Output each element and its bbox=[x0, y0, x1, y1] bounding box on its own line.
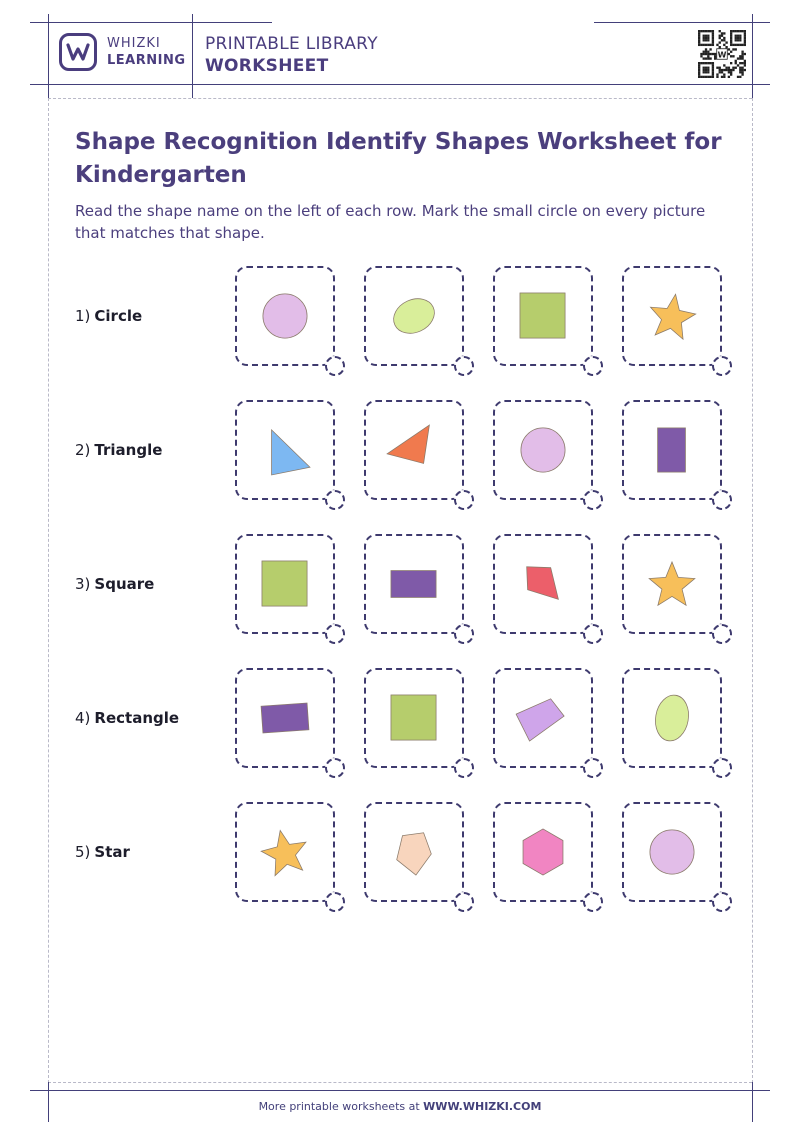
brand-name-line2: LEARNING bbox=[107, 53, 186, 68]
row-shape-name: Star bbox=[94, 843, 130, 861]
answer-circle[interactable] bbox=[712, 758, 732, 778]
shape-card bbox=[235, 266, 335, 366]
shape-picture bbox=[366, 804, 462, 900]
shape-picture bbox=[624, 402, 720, 498]
header-title-line2: WORKSHEET bbox=[205, 56, 329, 76]
answer-circle[interactable] bbox=[454, 758, 474, 778]
answer-circle[interactable] bbox=[712, 892, 732, 912]
shape-picture bbox=[366, 670, 462, 766]
shape-picture bbox=[237, 804, 333, 900]
row-label bbox=[75, 441, 162, 459]
answer-circle[interactable] bbox=[583, 356, 603, 376]
square-shape bbox=[520, 293, 565, 338]
page-border-right bbox=[752, 98, 753, 1088]
row-label bbox=[75, 843, 130, 861]
header-bottom-line bbox=[30, 84, 770, 85]
answer-circle[interactable] bbox=[325, 758, 345, 778]
shape-card bbox=[364, 802, 464, 902]
header-title-line1: PRINTABLE LIBRARY bbox=[205, 34, 378, 54]
row-number: 5) bbox=[75, 843, 91, 861]
shape-picture bbox=[624, 536, 720, 632]
row-shape-name: Rectangle bbox=[94, 709, 180, 727]
shape-card bbox=[235, 668, 335, 768]
shape-card bbox=[364, 400, 464, 500]
square-shape bbox=[262, 561, 307, 606]
shape-card bbox=[493, 534, 593, 634]
ellipse-shape bbox=[388, 292, 440, 339]
circle-shape bbox=[521, 428, 565, 472]
circle-shape bbox=[650, 830, 694, 874]
brand-name-line1: WHIZKI bbox=[107, 36, 161, 51]
shape-picture bbox=[495, 670, 591, 766]
header-divider-mid bbox=[192, 14, 193, 98]
answer-circle[interactable] bbox=[583, 758, 603, 778]
shape-card bbox=[622, 400, 722, 500]
shape-picture bbox=[366, 536, 462, 632]
footer-line bbox=[30, 1090, 770, 1091]
row-label bbox=[75, 575, 154, 593]
answer-circle[interactable] bbox=[325, 490, 345, 510]
answer-circle[interactable] bbox=[325, 892, 345, 912]
rectangle-shape bbox=[658, 428, 686, 472]
page-border-bottom bbox=[48, 1082, 752, 1083]
shape-card bbox=[622, 668, 722, 768]
shape-card bbox=[622, 266, 722, 366]
row-number: 1) bbox=[75, 307, 91, 325]
shape-picture bbox=[624, 670, 720, 766]
shape-picture bbox=[237, 402, 333, 498]
star-shape bbox=[261, 830, 306, 875]
quadrilateral-shape bbox=[527, 567, 559, 600]
worksheet-title: Shape Recognition Identify Shapes Worksheet for Kindergarten bbox=[75, 129, 722, 188]
row-number: 4) bbox=[75, 709, 91, 727]
header-divider-right bbox=[752, 14, 753, 98]
shape-card bbox=[622, 802, 722, 902]
shape-card bbox=[622, 534, 722, 634]
header-divider-left bbox=[48, 14, 49, 98]
header-top-line-left bbox=[30, 22, 272, 23]
pentagon-shape bbox=[397, 833, 432, 875]
worksheet-instructions: Read the shape name on the left of each row. Mark the small circle on every picture that matches that shape. bbox=[75, 202, 706, 242]
qr-code-icon[interactable] bbox=[698, 30, 746, 78]
parallelogram-shape bbox=[516, 699, 564, 741]
rectangle-shape bbox=[261, 703, 309, 733]
logo bbox=[59, 33, 97, 71]
shape-card bbox=[364, 668, 464, 768]
footer-link[interactable]: WWW.WHIZKI.COM bbox=[423, 1100, 542, 1113]
answer-circle[interactable] bbox=[712, 624, 732, 644]
shape-card bbox=[493, 668, 593, 768]
shape-card bbox=[235, 802, 335, 902]
rectangle-shape bbox=[391, 571, 436, 598]
answer-circle[interactable] bbox=[583, 624, 603, 644]
shape-picture bbox=[624, 268, 720, 364]
shape-picture bbox=[495, 536, 591, 632]
star-shape bbox=[650, 294, 695, 339]
shape-card bbox=[493, 802, 593, 902]
triangle-shape bbox=[387, 425, 429, 463]
shape-picture bbox=[237, 670, 333, 766]
star-shape bbox=[649, 562, 695, 605]
shape-picture bbox=[624, 804, 720, 900]
answer-circle[interactable] bbox=[454, 356, 474, 376]
logo-w-icon bbox=[66, 42, 90, 62]
answer-circle[interactable] bbox=[454, 624, 474, 644]
row-label bbox=[75, 709, 179, 727]
answer-circle[interactable] bbox=[325, 356, 345, 376]
shape-picture bbox=[495, 804, 591, 900]
answer-circle[interactable] bbox=[583, 490, 603, 510]
row-label bbox=[75, 307, 142, 325]
answer-circle[interactable] bbox=[325, 624, 345, 644]
page-border-left bbox=[48, 98, 49, 1088]
row-number: 3) bbox=[75, 575, 91, 593]
answer-circle[interactable] bbox=[454, 490, 474, 510]
shape-card bbox=[493, 400, 593, 500]
shape-picture bbox=[237, 268, 333, 364]
row-shape-name: Circle bbox=[94, 307, 143, 325]
answer-circle[interactable] bbox=[712, 490, 732, 510]
row-number: 2) bbox=[75, 441, 91, 459]
header-top-line-right bbox=[594, 22, 770, 23]
footer-label: More printable worksheets at bbox=[258, 1100, 424, 1113]
answer-circle[interactable] bbox=[712, 356, 732, 376]
row-shape-name: Triangle bbox=[94, 441, 163, 459]
shape-card bbox=[493, 266, 593, 366]
ellipse-shape bbox=[652, 692, 692, 743]
answer-circle[interactable] bbox=[454, 892, 474, 912]
qr-center-letter: W bbox=[717, 50, 727, 60]
shape-picture bbox=[495, 268, 591, 364]
circle-shape bbox=[263, 294, 307, 338]
shape-picture bbox=[495, 402, 591, 498]
shape-card bbox=[364, 266, 464, 366]
shape-picture bbox=[366, 268, 462, 364]
shape-picture bbox=[237, 536, 333, 632]
triangle-shape bbox=[272, 430, 310, 475]
shape-card bbox=[364, 534, 464, 634]
shape-card bbox=[235, 534, 335, 634]
row-shape-name: Square bbox=[94, 575, 155, 593]
footer-text bbox=[0, 1100, 800, 1113]
answer-circle[interactable] bbox=[583, 892, 603, 912]
shape-card bbox=[235, 400, 335, 500]
square-shape bbox=[391, 695, 436, 740]
shape-picture bbox=[366, 402, 462, 498]
hexagon-shape bbox=[523, 829, 563, 875]
page-border-top bbox=[48, 98, 752, 99]
